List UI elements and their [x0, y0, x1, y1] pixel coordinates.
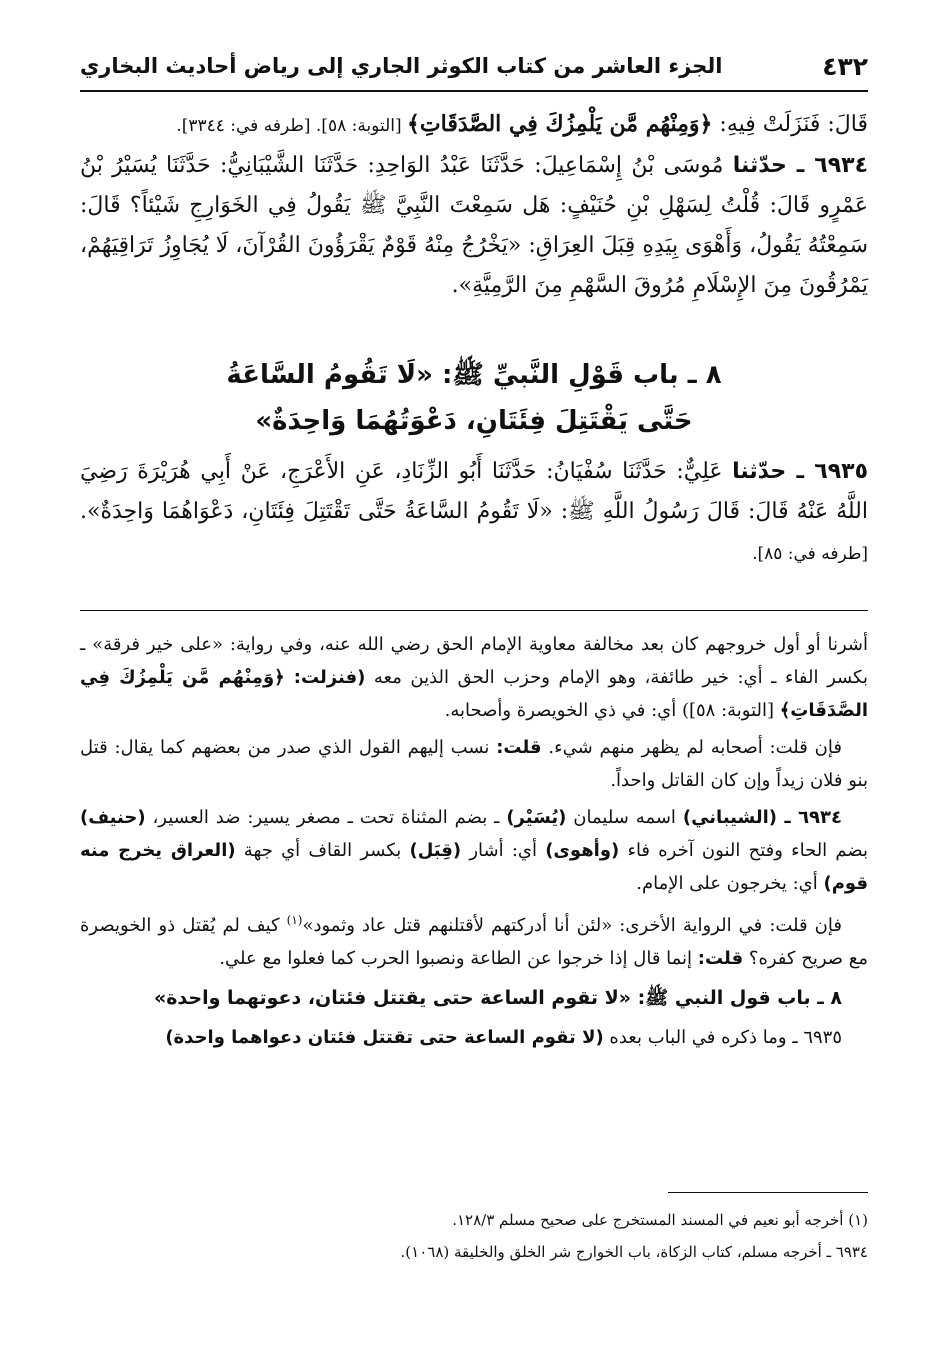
commentary-text: ٦٩٣٥ ـ وما ذكره في الباب بعده [603, 1027, 842, 1048]
chapter-heading-line-2: حَتَّى يَقْتَتِلَ فِئَتَانِ، دَعْوَتُهُمَا وَاحِدَةٌ» [255, 406, 693, 436]
page-header [80, 42, 868, 92]
commentary-text: ـ بضم المثناة تحت ـ مصغر يسير: ضد العسير، [145, 807, 507, 828]
footnotes [80, 1204, 868, 1268]
commentary-text: [التوبة: ٥٨]) أي: في ذي الخويصرة وأصحابه. [444, 700, 780, 721]
hadith-number: ٦٩٣٥ ـ حدّثنا [732, 459, 868, 484]
commentary-keyword: (يُسَيْر) [506, 807, 567, 828]
commentary-keyword: قلت: [496, 737, 542, 758]
commentary-keyword: (حنيف) [80, 807, 146, 828]
commentary-text: نسب إليهم القول الذي صدر من بعضهم كما يقال: قتل بنو فلان زيداً وإن كان القاتل واحداً. [80, 737, 868, 791]
commentary-divider [80, 610, 868, 611]
footnote-divider [668, 1192, 868, 1193]
commentary-keyword: (لا تقوم الساعة حتى تقتتل فئتان دعواهما واحدة) [165, 1027, 604, 1048]
commentary-keyword: ٦٩٣٤ ـ (الشيباني) [682, 807, 843, 828]
commentary-keyword: (قِبَل) [409, 840, 462, 861]
footnote-1: (١) أخرجه أبو نعيم في المسند المستخرج على صحيح مسلم ١٢٨/٣. [452, 1211, 868, 1229]
commentary-keyword: قلت: [697, 948, 744, 969]
hadith-body: عَلِيٌّ: حَدَّثَنَا سُفْيَانُ: حَدَّثَنَا أَبُو الزِّنَادِ، عَنِ الأَعْرَجِ، عَنْ أَبِي هُرَيْرَةَ رَضِيَ اللَّهُ عَنْهُ قَالَ: قَالَ رَسُولُ اللَّهِ ﷺ: «لَا تَقُومُ السَّاعَةُ حَتَّى تَقْتَتِلَ فِئَتَانِ، دَعْوَاهُمَا وَاحِدَةٌ». [80, 459, 868, 524]
footnote-2: ٦٩٣٤ ـ أخرجه مسلم، كتاب الزكاة، باب الخوارج شر الخلق والخليقة (١٠٦٨). [400, 1243, 868, 1261]
hadith-6935 [80, 452, 868, 574]
commentary-text: كيف لم يُقتل ذو الخويصرة مع صريح كفره؟ [80, 915, 868, 969]
commentary-text: إنما قال إذا خرجوا عن الطاعة ونصبوا الحرب كما فعلوا مع علي. [219, 948, 698, 969]
quran-verse: ﴿وَمِنْهُم مَّن يَلْمِزُكَ فِي الصَّدَقَاتِ﴾ [407, 111, 713, 137]
verse-reference: [التوبة: ٥٨]. [طرفه في: ٣٣٤٤]. [176, 116, 408, 136]
hadith-continuation [80, 104, 868, 146]
commentary-text: أشرنا أو أول خروجهم كان بعد مخالفة معاوية الإمام الحق رضي الله عنه، وفي رواية: «على خير فرقة» ـ بكسر الفاء ـ أي: خير طائفة، وهو الإمام وحزب الحق الذين معه [80, 634, 869, 688]
commentary-text: اسمه سليمان [566, 807, 683, 828]
commentary-text: فإن قلت: في الرواية الأخرى: «لئن أنا أدركتهم لأقتلنهم قتل عاد وثمود» [302, 915, 842, 936]
commentary-text: بكسر القاف أي جهة [235, 840, 410, 861]
commentary-paragraph-4 [80, 904, 868, 975]
hadith-number: ٦٩٣٤ ـ حدّثنا [732, 153, 868, 178]
commentary-paragraph-5 [80, 1021, 868, 1054]
commentary-text: فإن قلت: أصحابه لم يظهر منهم شيء. [541, 737, 842, 758]
commentary-text: أي: أشار [461, 840, 546, 861]
chapter-heading-line-1: ٨ ـ باب قَوْلِ النَّبيِّ ﷺ: «لَا تَقُومُ السَّاعَةُ [226, 360, 722, 390]
commentary-keyword: (فنزلت: [293, 667, 366, 688]
hadith-6934 [80, 146, 868, 306]
commentary-paragraph-2 [80, 731, 868, 797]
footnote-marker: (١) [286, 913, 303, 927]
commentary-chapter-heading: ٨ ـ باب قول النبي ﷺ: «لا تقوم الساعة حتى يقتتل فئتان، دعوتهما واحدة» [153, 987, 842, 1009]
cross-reference: [طرفه في: ٨٥]. [752, 544, 868, 564]
page-number: ٤٣٢ [822, 51, 868, 81]
commentary-paragraph-3 [80, 801, 868, 900]
hadith-6935-block [80, 452, 868, 574]
commentary-text: أي: يخرجون على الإمام. [636, 873, 824, 894]
hadith-text-block [80, 104, 868, 306]
chapter-heading [80, 352, 868, 444]
commentary-keyword: (العراق يخرج منه قوم) [80, 840, 868, 894]
commentary-section [80, 628, 868, 1058]
quran-verse: ﴿وَمِنْهُم مَّن يَلْمِزُكَ فِي الصَّدَقَاتِ﴾ [80, 667, 868, 721]
commentary-keyword: (وأهوى) [545, 840, 620, 861]
commentary-text: بضم الحاء وفتح النون آخره فاء [619, 840, 868, 861]
hadith-prev-prefix: قَالَ: فَنَزَلَتْ فِيهِ: [712, 112, 868, 137]
commentary-paragraph-1 [80, 628, 868, 727]
running-title: الجزء العاشر من كتاب الكوثر الجاري إلى رياض أحاديث البخاري [80, 54, 723, 78]
hadith-body: مُوسَى بْنُ إِسْمَاعِيلَ: حَدَّثَنَا عَبْدُ الوَاحِدِ: حَدَّثَنَا الشَّيْبَانِيُّ: حَدَّثَنَا يُسَيْرُ بْنُ عَمْرٍو قَالَ: قُلْتُ لِسَهْلِ بْنِ حُنَيْفٍ: هَل سَمِعْتَ النَّبِيَّ ﷺ يَقُولُ فِي الخَوَارِجِ شَيْئاً؟ قَالَ: سَمِعْتُهُ يَقُولُ، وَأَهْوَى بِيَدِهِ قِبَلَ العِرَاقِ: «يَخْرُجُ مِنْهُ قَوْمٌ يَقْرَؤُونَ القُرْآنَ، لَا يُجَاوِزُ تَرَاقِيَهُمْ، يَمْرُقُونَ مِنَ الإِسْلَامِ مُرُوقَ السَّهْمِ مِنَ الرَّمِيَّةِ». [80, 153, 869, 298]
